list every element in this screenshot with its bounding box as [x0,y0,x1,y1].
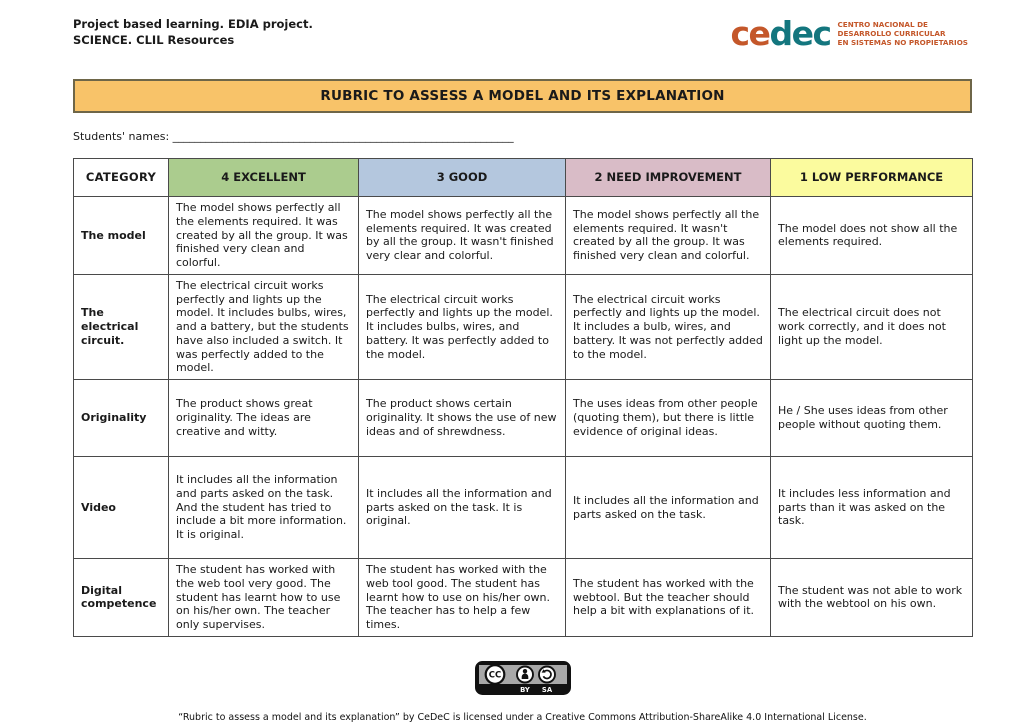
project-title [73,15,313,48]
project-title-line1: Project based learning. EDIA project. [73,17,313,31]
table-row-video [74,457,973,559]
rubric-cell: The model shows perfectly all the elements required. It was created by all the group. It was finished very clean and colorful. [169,197,359,275]
rubric-cell: The student has worked with the web tool very good. The student has learnt how to use on his/her own. The teacher only supervises. [169,559,359,637]
tagline-line1: CENTRO NACIONAL DE [837,20,928,29]
table-row-originality [74,380,973,457]
row-header-model: The model [74,197,169,275]
header-row [74,159,973,197]
rubric-cell: The model shows perfectly all the elements required. It was created by all the group. It wasn't finished very clear and colorful. [359,197,566,275]
cc-by-sa-badge[interactable] [475,661,571,695]
rubric-cell: It includes all the information and parts asked on the task. And the student has tried to include a bit more information. It is original. [169,457,359,559]
table-row-electrical-circuit [74,274,973,379]
table-row-digital-competence [74,559,973,637]
project-title-line2: SCIENCE. CLIL Resources [73,32,235,47]
rubric-cell: The electrical circuit works perfectly and lights up the model. It includes bulbs, wires, and a battery, but the students have also included a switch. It was perfectly added to the model. [169,274,359,379]
cedec-logo-tagline [838,20,968,47]
svg-text:CC: CC [488,670,501,681]
column-header-category: CATEGORY [74,159,169,197]
table-row-model [74,197,973,275]
rubric-cell: The student has worked with the webtool. But the teacher should help a bit with explanations of it. [566,559,771,637]
cc-icon [485,665,504,684]
document-header [73,15,972,67]
logo-dec-text: dec [769,14,831,53]
column-header-need-improvement: 2 NEED IMPROVEMENT [566,159,771,197]
rubric-cell: The student was not able to work with the webtool on his own. [771,559,973,637]
cedec-logo [730,14,973,53]
column-header-low-performance: 1 LOW PERFORMANCE [771,159,973,197]
rubric-cell: He / She uses ideas from other people without quoting them. [771,380,973,457]
row-header-digital-competence: Digital competence [74,559,169,637]
rubric-cell: It includes less information and parts than it was asked on the task. [771,457,973,559]
page-title: RUBRIC TO ASSESS A MODEL AND ITS EXPLANATION [73,79,972,113]
rubric-cell: The model does not show all the elements required. [771,197,973,275]
row-header-originality: Originality [74,380,169,457]
svg-text:SA: SA [541,685,552,694]
rubric-document [73,0,972,723]
rubric-cell: The electrical circuit does not work correctly, and it does not light up the model. [771,274,973,379]
row-header-video: Video [74,457,169,559]
rubric-cell: It includes all the information and parts asked on the task. It is original. [359,457,566,559]
column-header-good: 3 GOOD [359,159,566,197]
tagline-line3: EN SISTEMAS NO PROPIETARIOS [837,38,968,47]
rubric-cell: The product shows great originality. The ideas are creative and witty. [169,380,359,457]
rubric-cell: The electrical circuit works perfectly and lights up the model. It includes bulbs, wires, and battery. It was perfectly added to the model. [359,274,566,379]
sa-arrow-icon [539,666,555,682]
by-person-icon [517,666,533,682]
rubric-cell: The product shows certain originality. It shows the use of new ideas and of shrewdness. [359,380,566,457]
tagline-line2: DESARROLLO CURRICULAR [837,29,946,38]
rubric-cell: It includes all the information and parts asked on the task. [566,457,771,559]
rubric-cell: The student has worked with the web tool good. The student has learnt how to use on his/her own. The teacher has to help a few times. [359,559,566,637]
rubric-cell: The uses ideas from other people (quoting them), but there is little evidence of original ideas. [566,380,771,457]
row-header-electrical-circuit: The electrical circuit. [74,274,169,379]
svg-text:BY: BY [519,685,530,694]
rubric-cell: The electrical circuit works perfectly and lights up the model. It includes a bulb, wires, and battery. It was not perfectly added to the model. [566,274,771,379]
license-text: “Rubric to assess a model and its explanation” by CeDeC is licensed under a Creative Commons Attribution-ShareAlike 4.0 International License. [178,711,867,723]
rubric-cell: The model shows perfectly all the elements required. It wasn't created by all the group. It was finished very clean and colorful. [566,197,771,275]
rubric-table [73,158,973,637]
logo-ce-text: ce [730,14,770,53]
cedec-logo-wordmark [730,14,831,53]
students-names-line: Students' names: ______________________________________________________________ [73,130,514,143]
column-header-excellent: 4 EXCELLENT [169,159,359,197]
license-badge-area [73,661,972,699]
